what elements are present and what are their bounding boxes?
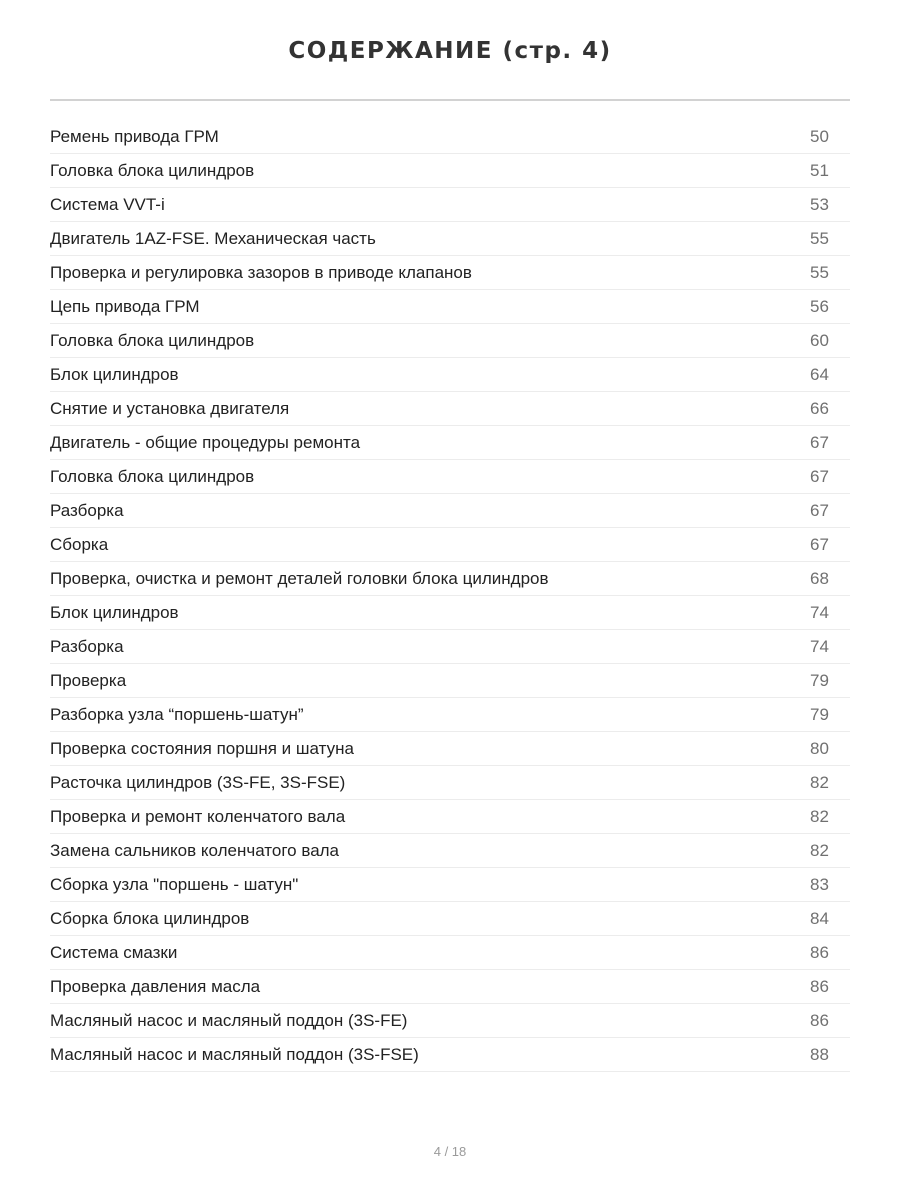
toc-entry-title: Масляный насос и масляный поддон (3S-FE) [50,1010,408,1030]
toc-entry-page: 68 [810,568,829,588]
toc-entry[interactable] [50,902,850,936]
toc-entry-title: Блок цилиндров [50,602,179,622]
toc-entry-page: 67 [810,432,829,452]
toc-entry[interactable] [50,868,850,902]
toc-entry[interactable] [50,1004,850,1038]
toc-entry[interactable] [50,936,850,970]
toc-entry[interactable] [50,528,850,562]
toc-entry[interactable] [50,154,850,188]
toc-entry[interactable] [50,460,850,494]
toc-entry-title: Цепь привода ГРМ [50,296,200,316]
toc-entry[interactable] [50,698,850,732]
toc-entry-page: 86 [810,976,829,996]
toc-entry-title: Проверка состояния поршня и шатуна [50,738,354,758]
toc-entry[interactable] [50,630,850,664]
toc-entry-page: 51 [810,160,829,180]
toc-entry-title: Головка блока цилиндров [50,330,255,350]
toc-entry-page: 74 [810,636,829,656]
toc-entry-page: 86 [810,1010,829,1030]
toc-entry-page: 56 [810,296,829,316]
toc-entry[interactable] [50,800,850,834]
toc-entry[interactable] [50,732,850,766]
toc-entry-page: 86 [810,942,829,962]
toc-entry-title: Система VVT-i [50,194,165,214]
toc-entry-page: 88 [810,1044,829,1064]
toc-entry-title: Проверка [50,670,127,690]
toc-entry[interactable] [50,324,850,358]
toc-entry[interactable] [50,834,850,868]
toc-entry-page: 53 [810,194,829,214]
toc-entry-page: 80 [810,738,829,758]
toc-entry-page: 83 [810,874,829,894]
toc-entry[interactable] [50,562,850,596]
title-divider [50,99,850,101]
toc-entry[interactable] [50,766,850,800]
toc-entry-title: Двигатель - общие процедуры ремонта [50,432,361,452]
toc-entry-page: 82 [810,840,829,860]
toc-entry-page: 79 [810,670,829,690]
toc-entry-title: Сборка блока цилиндров [50,908,250,928]
toc-entry-title: Блок цилиндров [50,364,179,384]
toc-entry-title: Сборка [50,534,109,554]
toc-entry-title: Сборка узла "поршень - шатун" [50,874,299,894]
toc-entry-page: 55 [810,262,829,282]
toc-entry[interactable] [50,494,850,528]
toc-entry[interactable] [50,256,850,290]
toc-entry-page: 74 [810,602,829,622]
toc-entry-title: Проверка давления масла [50,976,261,996]
toc-entry[interactable] [50,596,850,630]
toc-entry-title: Замена сальников коленчатого вала [50,840,340,860]
toc-entry-title: Разборка узла “поршень-шатун” [50,704,304,724]
toc-entry[interactable] [50,1038,850,1072]
toc-entry-page: 67 [810,534,829,554]
toc-entry[interactable] [50,392,850,426]
toc-entry-title: Проверка и ремонт коленчатого вала [50,806,346,826]
toc-entry-title: Головка блока цилиндров [50,160,255,180]
toc-entry-page: 82 [810,772,829,792]
toc-entry-title: Проверка и регулировка зазоров в приводе клапанов [50,262,472,282]
toc-entry-title: Система смазки [50,942,178,962]
toc-entry-page: 64 [810,364,829,384]
toc-entry-title: Снятие и установка двигателя [50,398,290,418]
toc-entry-title: Головка блока цилиндров [50,466,255,486]
page-number: 4 / 18 [433,1144,467,1159]
toc-entry[interactable] [50,120,850,154]
toc-entry-title: Масляный насос и масляный поддон (3S-FSE) [50,1044,419,1064]
toc-entry-page: 79 [810,704,829,724]
toc-entry-title: Расточка цилиндров (3S-FE, 3S-FSE) [50,772,346,792]
toc-entry-title: Ремень привода ГРМ [50,126,219,146]
toc-entry-page: 66 [810,398,829,418]
toc-entry[interactable] [50,426,850,460]
toc-entry[interactable] [50,290,850,324]
toc-entry-page: 50 [810,126,829,146]
toc-entry-page: 67 [810,500,829,520]
toc-entry[interactable] [50,970,850,1004]
toc-list [50,120,850,1072]
toc-entry-title: Разборка [50,500,124,520]
toc-entry[interactable] [50,188,850,222]
toc-entry[interactable] [50,222,850,256]
toc-entry-page: 82 [810,806,829,826]
toc-entry-title: Разборка [50,636,124,656]
page-title: СОДЕРЖАНИЕ (стр. 4) [288,38,612,64]
toc-entry-page: 55 [810,228,829,248]
toc-entry[interactable] [50,664,850,698]
toc-entry-page: 84 [810,908,829,928]
toc-entry-title: Проверка, очистка и ремонт деталей головки блока цилиндров [50,568,549,588]
toc-entry-page: 67 [810,466,829,486]
toc-entry-page: 60 [810,330,829,350]
toc-entry[interactable] [50,358,850,392]
toc-entry-title: Двигатель 1AZ-FSE. Механическая часть [50,228,376,248]
